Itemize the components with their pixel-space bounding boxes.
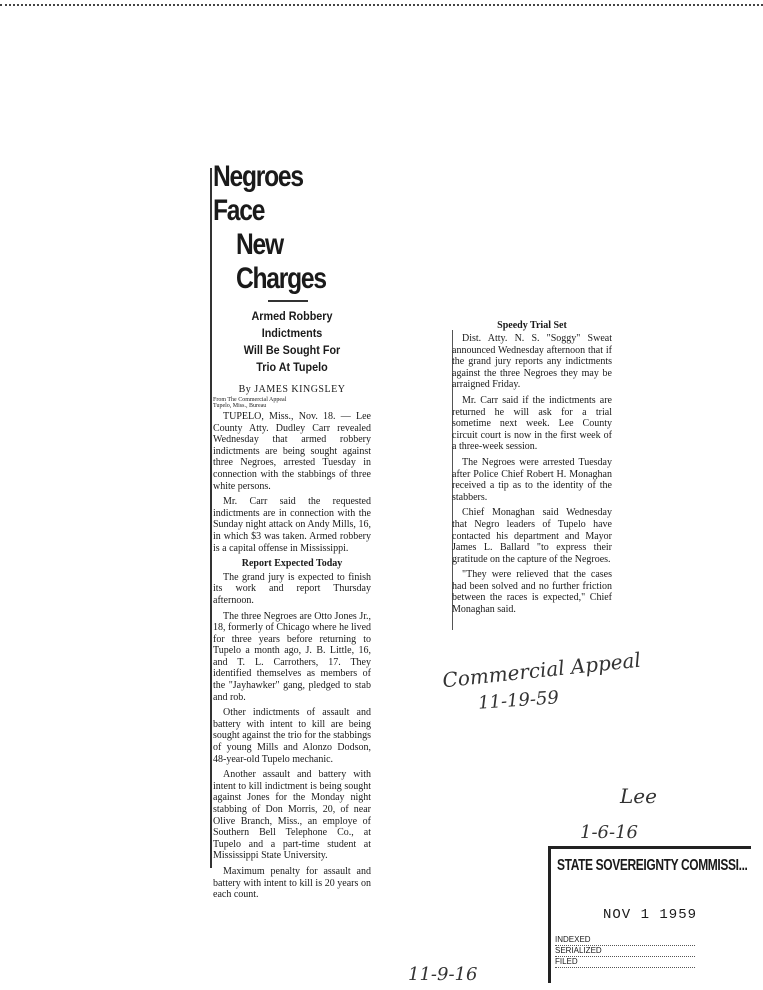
paragraph: Dist. Atty. N. S. "Soggy" Sweat announced Wednesday afternoon that if the grand jury reports any indictments against the three Negroes they may be arraigned Friday. [452,333,612,391]
paragraph: Mr. Carr said the requested indictments are in connection with the Sunday night attack on Andy Mills, 16, in which $3 was taken. Armed robbery is a capital offense in Mississippi. [213,496,371,554]
section-heading: Report Expected Today [241,558,343,570]
subhead-line: Will Be Sought For [243,343,341,357]
article-body-1 [213,411,371,901]
stamp-field: FILED [555,957,695,968]
headline [213,160,343,296]
article-body-2 [452,333,612,616]
stamp-field: SERIALIZED [555,946,695,957]
section-heading: Speedy Trial Set [497,320,567,331]
article-column-1 [213,160,371,905]
subhead-line: Armed Robbery Indictments [251,309,333,340]
paragraph: Other indictments of assault and battery with intent to kill are being sought against the trio for the stabbings of young Mills and Alonzo Dodson, 48-year-old Tupelo mechanic. [213,707,371,765]
headline-rule [268,300,308,302]
stamp-field: INDEXED [555,935,695,946]
stamp-title: STATE SOVEREIGNTY COMMISSI... [557,857,748,874]
page-top-border [0,4,763,6]
paragraph: The Negroes were arrested Tuesday after Police Chief Robert H. Monaghan received a tip as to the identity of the stabbers. [452,456,612,503]
article-column-2 [452,318,612,620]
source-line: Tupelo, Miss., Bureau [213,403,267,409]
paragraph: Maximum penalty for assault and battery with intent to kill is 20 years on each count. [213,865,371,901]
paragraph: "They were relieved that the cases had been solved and no further friction between the races is expected," Chief Monaghan said. [452,569,612,616]
commission-stamp [548,846,751,983]
paragraph: Mr. Carr said if the indictments are returned he will ask for a trial sometime next week. Lee County circuit court is now in the first week of a three-week session. [452,394,612,453]
subhead-line: Trio At Tupelo [256,360,328,374]
paragraph: Chief Monaghan said Wednesday that Negro leaders of Tupelo have contacted his department and Mayor James L. Ballard "to express their gratitude on the capture of the Negroes. [452,507,612,565]
byline: By JAMES KINGSLEY [238,384,346,395]
paragraph: Another assault and battery with intent to kill indictment is being sought against Jones for the Monday night stabbing of Don Morris, 20, of near Olive Branch, Miss., an employe of Southern Bell Telephone Co., at Tupelo and a part-time student at Mississippi State University. [213,769,371,862]
headline-line-2: New Charges [235,228,326,295]
handwritten-source-note: Commercial Appeal [441,647,642,693]
paragraph: The grand jury is expected to finish its work and report Thursday afternoon. [213,571,371,606]
subheadline [221,308,363,376]
paragraph: The three Negroes are Otto Jones Jr., 18, formerly of Chicago where he lived for three years before returning to Tupelo a month ago, J. B. Little, 16, and T. L. Carrothers, 17. They identified themselves as members of the "Jayhawker" gang, pledged to stab and rob. [213,610,372,703]
stamp-date: NOV 1 1959 [603,907,698,923]
handwritten-bottom-note: 11-9-16 [408,964,478,985]
handwritten-date-note: 11-19-59 [477,687,560,714]
handwritten-county-note: Lee [620,784,657,808]
clipping-border [210,168,212,868]
handwritten-file-note: 1-6-16 [580,822,638,843]
source-credit [213,397,371,409]
source-line: From The Commercial Appeal [213,397,287,403]
paragraph: TUPELO, Miss., Nov. 18. — Lee County Atty. Dudley Carr revealed Wednesday that armed robbery indictments are being sought against three Negroes, arrested Tuesday in connection with the stabbings of three white persons. [213,411,371,492]
headline-line-1: Negroes Face [213,160,303,227]
stamp-fields [555,935,695,968]
